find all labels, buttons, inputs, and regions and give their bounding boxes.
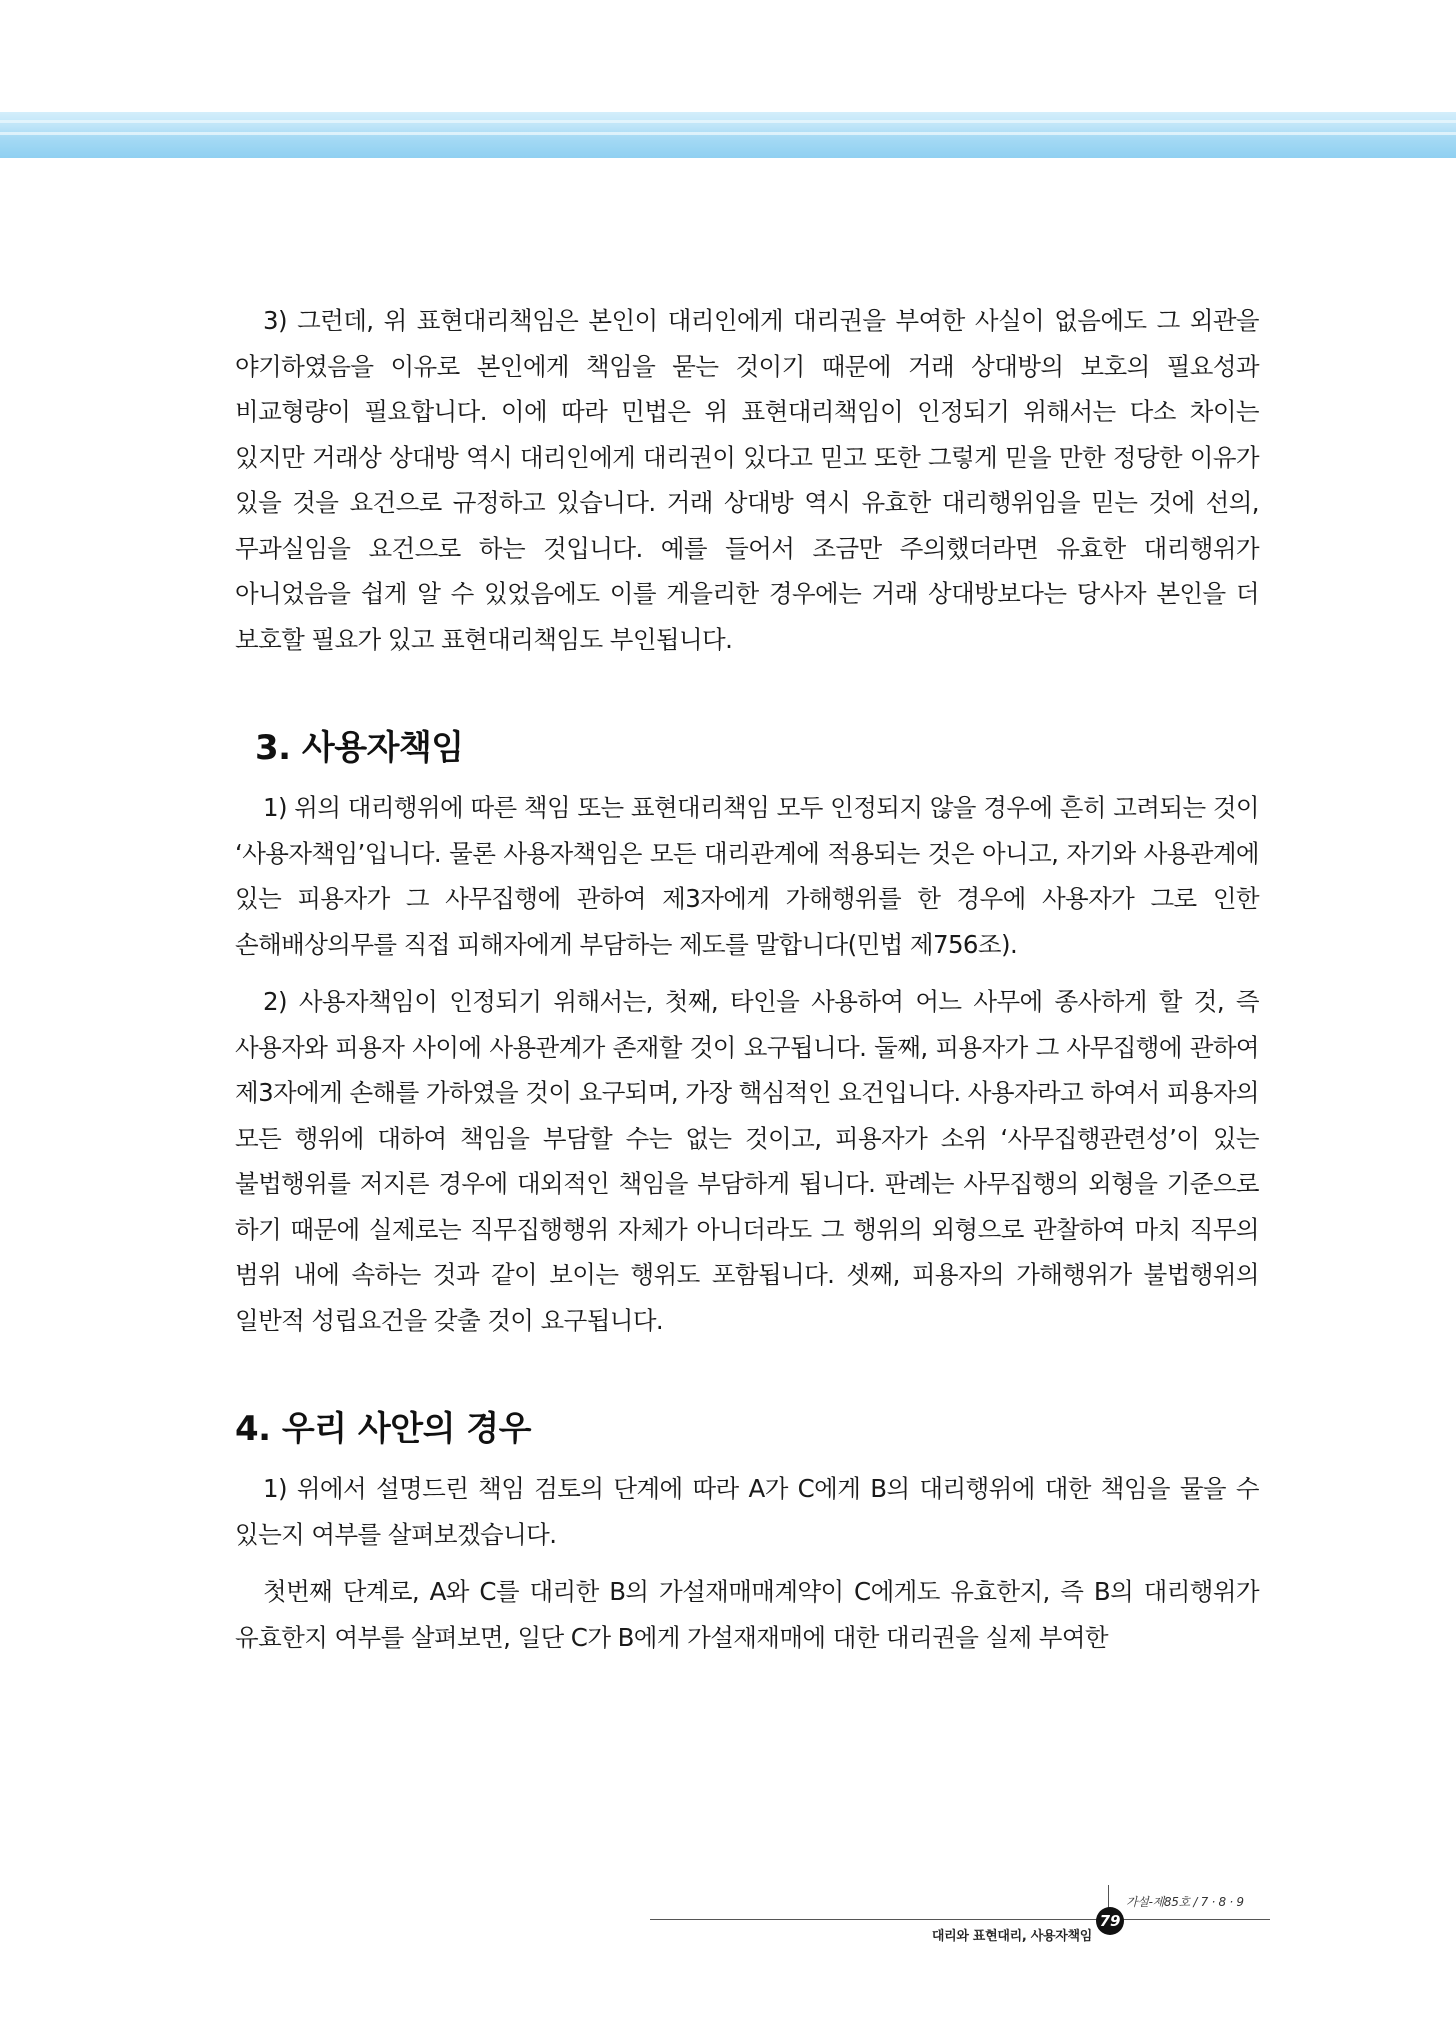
header-band [0, 112, 1456, 158]
page-footer [650, 1885, 1270, 1945]
paragraph-section3-2: 2) 사용자책임이 인정되기 위해서는, 첫째, 타인을 사용하여 어느 사무에 종사하게 할 것, 즉 사용자와 피용자 사이에 사용관계가 존재할 것이 요구됩니다. 둘째, 피용자가 그 사무집행에 관하여 제3자에게 손해를 가하였을 것이 요구되며, 가장 핵심적인 요건입니다. 사용자라고 하여서 피용자의 모든 행위에 대하여 책임을 부담할 수는 없는 것이고, 피용자가 소위 ‘사무집행관련성’이 있는 불법행위를 저지른 경우에 대외적인 책임을 부담하게 됩니다. 판례는 사무집행의 외형을 기준으로 하기 때문에 실제로는 직무집행행위 자체가 아니더라도 그 행위의 외형으로 관찰하여 마치 직무의 범위 내에 속하는 것과 같이 보이는 행위도 포함됩니다. 셋째, 피용자의 가해행위가 불법행위의 일반적 성립요건을 갖출 것이 요구됩니다. [235, 987, 1259, 1335]
paragraph-section4-2: 첫번째 단계로, A와 C를 대리한 B의 가설재매매계약이 C에게도 유효한지, 즉 B의 대리행위가 유효한지 여부를 살펴보면, 일단 C가 B에게 가설재재매에 대한 대리권을 실제 부여한 [235, 1577, 1259, 1652]
section-heading-3: 3. 사용자책임 [255, 728, 464, 768]
page-number-badge: 79 [1096, 1907, 1124, 1935]
paragraph-section4-1: 1) 위에서 설명드린 책임 검토의 단계에 따라 A가 C에게 B의 대리행위에 대한 책임을 물을 수 있는지 여부를 살펴보겠습니다. [235, 1474, 1259, 1549]
paragraph-intro: 3) 그런데, 위 표현대리책임은 본인이 대리인에게 대리권을 부여한 사실이 없음에도 그 외관을 야기하였음을 이유로 본인에게 책임을 묻는 것이기 때문에 거래 상대방의 보호의 필요성과 비교형량이 필요합니다. 이에 따라 민법은 위 표현대리책임이 인정되기 위해서는 다소 차이는 있지만 거래상 상대방 역시 대리인에게 대리권이 있다고 믿고 또한 그렇게 믿을 만한 정당한 이유가 있을 것을 요건으로 규정하고 있습니다. 거래 상대방 역시 유효한 대리행위임을 믿는 것에 선의, 무과실임을 요건으로 하는 것입니다. 예를 들어서 조금만 주의했더라면 유효한 대리행위가 아니었음을 쉽게 알 수 있었음에도 이를 게을리한 경우에는 거래 상대방보다는 당사자 본인을 더 보호할 필요가 있고 표현대리책임도 부인됩니다. [235, 306, 1259, 654]
footer-article-title: 대리와 표현대리, 사용자책임 [931, 1929, 1092, 1944]
paragraph-section3-1: 1) 위의 대리행위에 따른 책임 또는 표현대리책임 모두 인정되지 않을 경우에 흔히 고려되는 것이 ‘사용자책임’입니다. 물론 사용자책임은 모든 대리관계에 적용되는 것은 아니고, 자기와 사용관계에 있는 피용자가 그 사무집행에 관하여 제3자에게 가해행위를 한 경우에 사용자가 그로 인한 손해배상의무를 직접 피해자에게 부담하는 제도를 말합니다(민법 제756조). [235, 793, 1259, 959]
header-stripe [0, 132, 1456, 135]
section-heading-4: 4. 우리 사안의 경우 [235, 1409, 531, 1449]
footer-rule [650, 1919, 1270, 1920]
issue-label: 가설-제85호 / 7 · 8 · 9 [1126, 1895, 1244, 1909]
header-stripe [0, 120, 1456, 123]
article-body [235, 298, 1259, 1672]
